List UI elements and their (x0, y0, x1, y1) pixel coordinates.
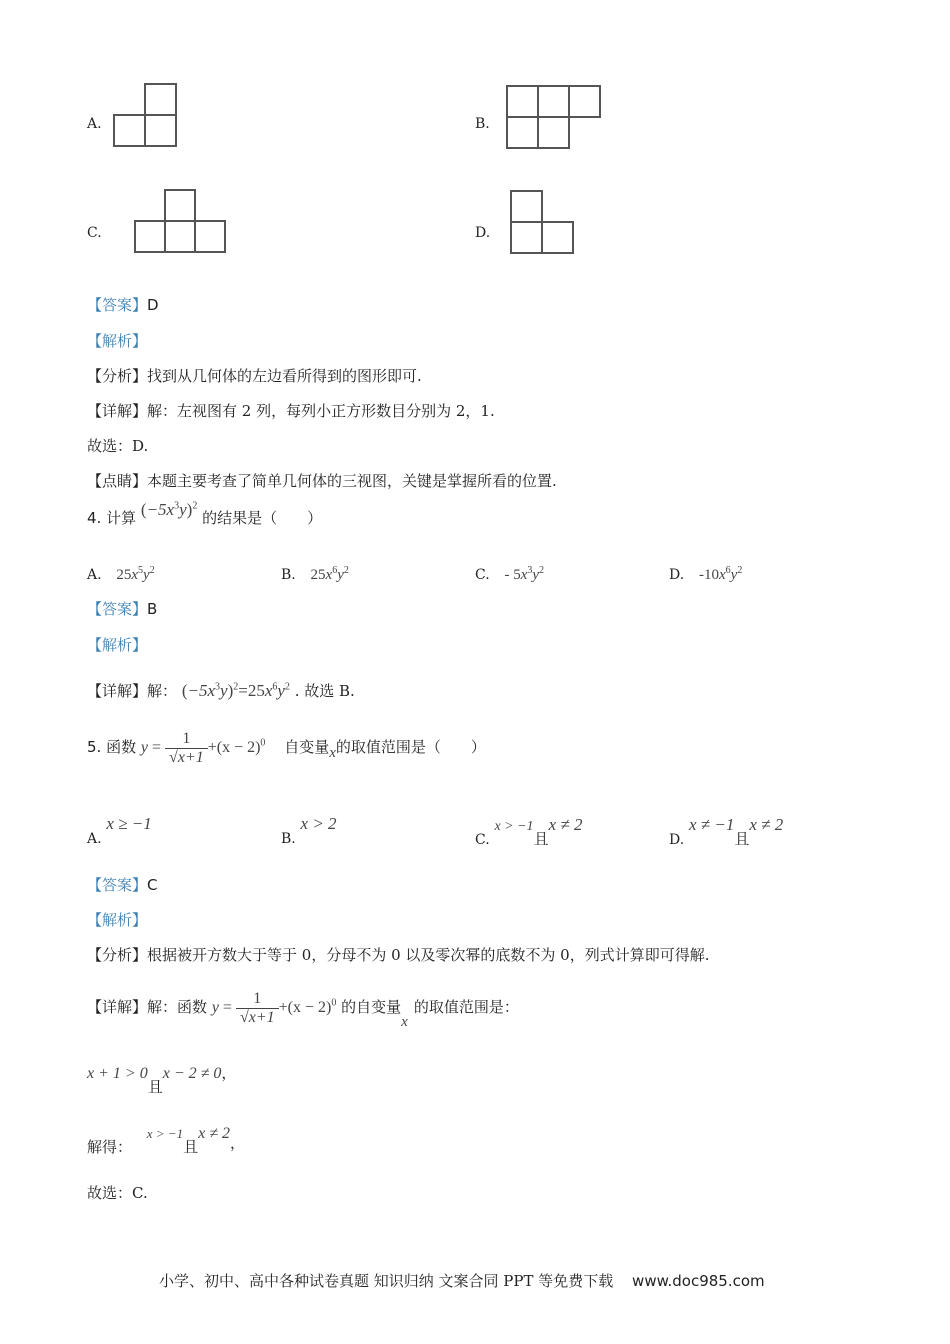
q3-guxuan: 故选：D. (87, 437, 149, 455)
option-b-figure (503, 84, 605, 152)
square (538, 117, 569, 148)
q3-dianjing-line (87, 470, 557, 491)
square (511, 222, 542, 253)
question-number: 4. (87, 509, 102, 527)
option-d-label: D. (475, 225, 491, 241)
q3-fenxi-line (87, 365, 422, 386)
square (569, 86, 600, 117)
square (145, 115, 176, 146)
answer-tag: 【答案】 (87, 296, 148, 314)
q5-fenxi-line: 【分析】根据被开方数大于等于 0，分母不为 0 以及零次幂的底数不为 0，列式计算即可得解. (87, 946, 710, 964)
q5-option-a: A. x ≥ −1 (87, 814, 152, 847)
square (507, 86, 538, 117)
option-d-figure (507, 189, 577, 257)
q4-option-d: D. $-10x^6y^2$ (669, 565, 743, 583)
q5-jiexi-tag: 【解析】 (87, 911, 148, 929)
q5-option-c: C. x > −1且x ≠ 2 (475, 815, 583, 848)
question-number: 5. (87, 738, 102, 757)
square (511, 191, 542, 222)
square (195, 221, 225, 252)
answer-value: D (147, 296, 159, 314)
q3-jiexi-tag: 【解析】 (87, 332, 148, 350)
answer-value: C (147, 876, 158, 894)
q4-option-a: A. $25x^5y^2$ (87, 565, 155, 583)
q5-option-d: D. x ≠ −1且x ≠ 2 (669, 815, 784, 848)
q5-function: y = $\frac{1}{√x+1}$ $+(x - 2)^0$ (140, 730, 266, 766)
q4-option-c: C. - $5x^3y^2$ (475, 565, 545, 583)
option-c-figure (131, 188, 231, 256)
square (165, 190, 195, 221)
footer (159, 1270, 765, 1291)
footer-url[interactable]: www.doc985.com (632, 1272, 765, 1290)
q4-xiangjie-line: 【详解】解： $(-5x^3y)^2=25x^6y^2$ . 故选 B. (87, 681, 355, 700)
square (114, 115, 145, 146)
q5-detail-function: y = $\frac{1}{√x+1}$ $+(x - 2)^0$ (211, 990, 337, 1026)
fenxi-tag: 【分析】 (87, 367, 148, 385)
q4-expression: $(-5x^3y)^2$ (140, 500, 198, 519)
footer-text: 小学、初中、高中各种试卷真题 知识归纳 文案合同 PPT 等免费下载 (159, 1272, 614, 1290)
q5-solution: 解得： x > −1且x ≠ 2， (87, 1125, 246, 1156)
square (135, 221, 165, 252)
stem-prefix: 计算 (106, 509, 137, 527)
q5-stem: 5. 函数 y = $\frac{1}{√x+1}$ $+(x - 2)^0$ 自变量x的取值范围是（ ） (87, 730, 486, 766)
q3-xiangjie-line (87, 400, 495, 421)
q5-guxuan: 故选：C. (87, 1184, 148, 1202)
stem-suffix: 的结果是（ ） (202, 509, 323, 527)
q4-answer-line: 【答案】B (87, 600, 158, 618)
fenxi-text: 找到从几何体的左边看所得到的图形即可. (147, 367, 422, 385)
option-a-figure (110, 82, 182, 150)
option-b-label: B. (475, 116, 490, 132)
square (507, 117, 538, 148)
q4-detail-expression: $(-5x^3y)^2=25x^6y^2$ (181, 681, 290, 700)
dianjing-text: 本题主要考查了简单几何体的三视图，关键是掌握所看的位置. (147, 472, 557, 490)
square (542, 222, 573, 253)
xiangjie-tag: 【详解】 (87, 402, 148, 420)
dianjing-tag: 【点睛】 (87, 472, 148, 490)
q5-option-b: B. x > 2 (281, 814, 337, 847)
option-a-label: A. (87, 116, 102, 132)
q5-answer-line: 【答案】C (87, 876, 158, 894)
square (165, 221, 195, 252)
q4-option-b: B. $25x^6y^2$ (281, 565, 349, 583)
q5-conditions: x + 1 > 0且x − 2 ≠ 0， (87, 1064, 237, 1096)
q4-stem (87, 500, 323, 528)
square (145, 84, 176, 115)
q4-jiexi-tag: 【解析】 (87, 636, 148, 654)
xiangjie-text: 解：左视图有 2 列，每列小正方形数目分别为 2，1. (147, 402, 495, 420)
square (538, 86, 569, 117)
answer-value: B (147, 600, 158, 618)
q5-xiangjie-line: 【详解】解：函数 y = $\frac{1}{√x+1}$ $+(x - 2)^0$ 的自变量x的取值范围是： (87, 990, 519, 1031)
q3-answer-line (87, 294, 159, 315)
option-c-label: C. (87, 225, 102, 241)
